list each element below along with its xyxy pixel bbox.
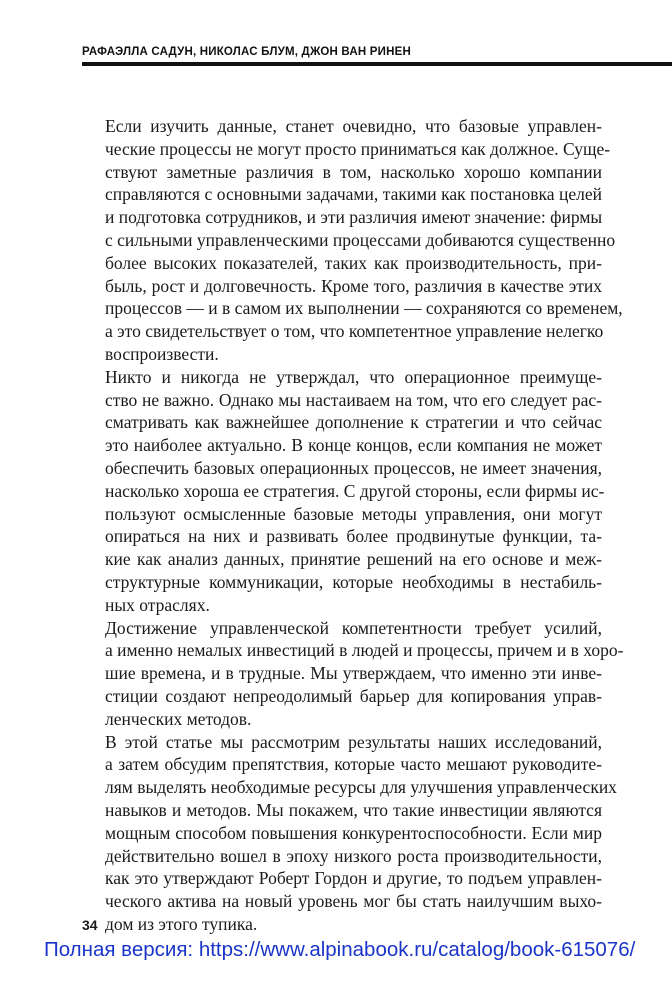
text-line: ленческих методов. <box>105 708 252 729</box>
text-line: а именно немалых инвестиций в людей и процессы, причем и в хоро- <box>105 640 624 661</box>
text-line: навыков и методов. Мы покажем, что такие инвестиции являются <box>105 799 602 820</box>
text-line: Если изучить данные, станет очевидно, что базовые управлен- <box>105 116 602 136</box>
text-line: Никто и никогда не утверждал, что операционное преимуще- <box>105 366 602 387</box>
paragraph <box>82 617 624 731</box>
text-line: кие как анализ данных, принятие решений на его основе и меж- <box>105 549 602 570</box>
text-line: Достижение управленческой компетентности требует усилий, <box>105 617 602 638</box>
header-rule <box>82 62 672 66</box>
page-number: 34 <box>82 917 98 933</box>
body-text <box>82 115 624 936</box>
text-line: структурные коммуникации, которые необходимы в нестабиль- <box>105 571 602 592</box>
text-line: более высоких показателей, таких как производительность, при- <box>105 252 602 273</box>
text-line: опираться на них и развивать более продвинутые функции, та- <box>105 526 602 547</box>
text-line: сматривать как важнейшее дополнение к стратегии и что сейчас <box>105 412 602 433</box>
text-line: ческие процессы не могут просто приниматься как должное. Суще- <box>105 138 611 159</box>
text-line: и подготовка сотрудников, и эти различия имеют значение: фирмы <box>105 207 603 228</box>
text-line: быль, рост и долговечность. Кроме того, различия в качестве этих <box>105 275 602 296</box>
running-header: РАФАЭЛЛА САДУН, НИКОЛАС БЛУМ, ДЖОН ВАН РИНЕН <box>82 46 411 58</box>
text-line: ство не важно. Однако мы настаиваем на том, что его следует рас- <box>105 389 602 410</box>
text-line: стиции создают непреодолимый барьер для копирования управ- <box>105 685 602 706</box>
text-line: справляются с основными задачами, такими как постановка целей <box>105 184 602 205</box>
text-line: процессов — и в самом их выполнении — сохраняются со временем, <box>105 298 623 319</box>
text-line: действительно вошел в эпоху низкого роста производительности, <box>105 845 602 866</box>
full-version-link[interactable]: Полная версия: https://www.alpinabook.ru/catalog/book-615076/ <box>44 938 636 961</box>
text-line: мощным способом повышения конкурентоспособности. Если мир <box>105 822 602 843</box>
text-line: а это свидетельствует о том, что компетентное управление нелегко <box>105 321 604 342</box>
text-line: шие времена, и в трудные. Мы утверждаем, что именно эти инве- <box>105 663 602 684</box>
text-line: насколько хороша ее стратегия. С другой стороны, если фирмы ис- <box>105 480 605 501</box>
text-line: это наиболее актуально. В конце концов, если компания не может <box>105 435 602 456</box>
text-line: с сильными управленческими процессами добиваются существенно <box>105 229 616 250</box>
paragraph <box>82 731 617 936</box>
text-line: воспроизвести. <box>105 343 219 364</box>
text-line: ческого актива на новый уровень мог бы стать наилучшим выхо- <box>105 891 602 912</box>
text-line: а затем обсудим препятствия, которые часто мешают руководите- <box>105 754 602 775</box>
text-line: пользуют осмысленные базовые методы управления, они могут <box>105 503 602 524</box>
text-line: дом из этого тупика. <box>105 913 258 934</box>
text-line: обеспечить базовых операционных процессов, не имеет значения, <box>105 457 602 478</box>
paragraph <box>82 366 605 617</box>
paragraph <box>82 115 623 366</box>
text-line: как это утверждают Роберт Гордон и другие, то подъем управлен- <box>105 868 602 889</box>
text-line: ных отраслях. <box>105 594 210 615</box>
text-line: В этой статье мы рассмотрим результаты наших исследований, <box>105 731 602 752</box>
text-line: ствуют заметные различия в том, насколько хорошо компании <box>105 161 602 182</box>
text-line: лям выделять необходимые ресурсы для улучшения управленческих <box>105 777 617 798</box>
